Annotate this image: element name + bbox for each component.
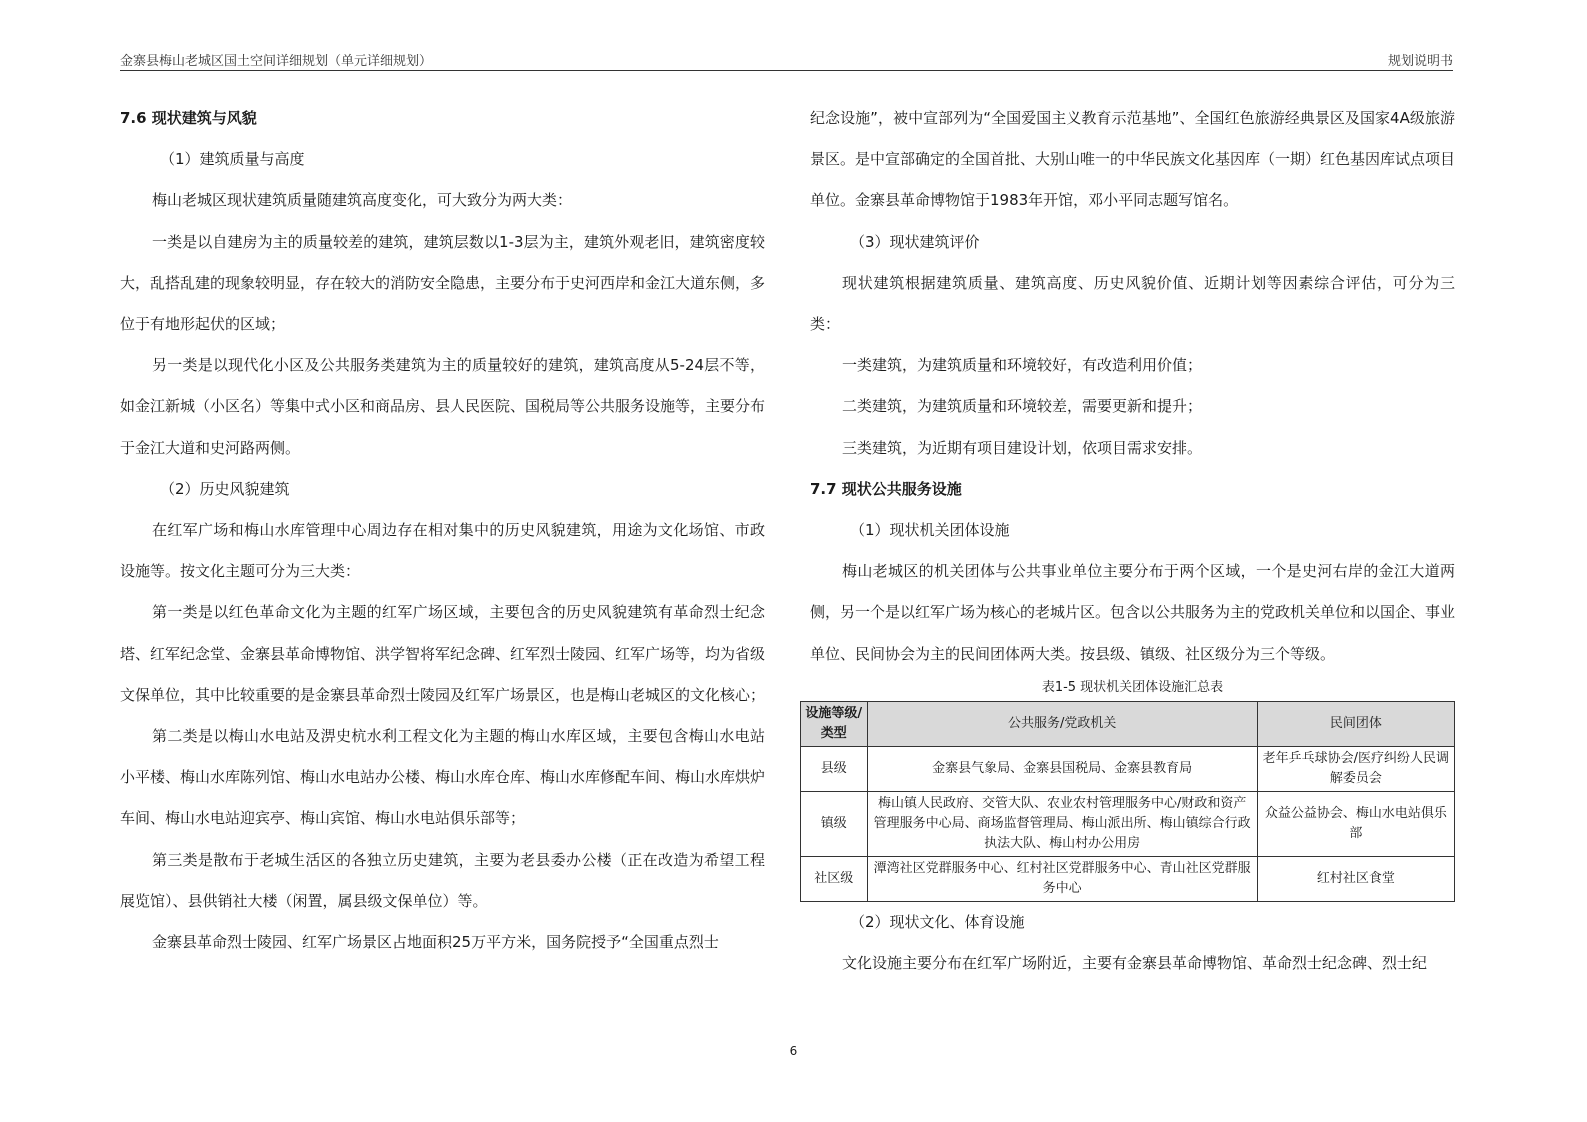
table-caption: 表1-5 现状机关团体设施汇总表 bbox=[1041, 679, 1224, 695]
table-cell-level: 镇级 bbox=[801, 791, 868, 856]
right-column bbox=[805, 98, 1456, 984]
paragraph: 在红军广场和梅山水库管理中心周边存在相对集中的历史风貌建筑，用途为文化场馆、市政设施等。按文化主题可分为三大类： bbox=[120, 521, 765, 581]
table-row bbox=[801, 791, 1455, 856]
paragraph: 第三类是散布于老城生活区的各独立历史建筑，主要为老县委办公楼（正在改造为希望工程展览馆）、县供销社大楼（闲置，属县级文保单位）等。 bbox=[120, 850, 765, 910]
table-cell-public: 潭湾社区党群服务中心、红村社区党群服务中心、青山社区党群服务中心 bbox=[867, 856, 1257, 901]
table-row bbox=[801, 856, 1455, 901]
section-heading: 7.7 现状公共服务设施 bbox=[810, 479, 962, 498]
left-column bbox=[120, 98, 765, 963]
subsection-heading: （2）历史风貌建筑 bbox=[160, 479, 290, 498]
document-type: 规划说明书 bbox=[1387, 54, 1453, 69]
table-row bbox=[801, 746, 1455, 791]
table-cell-civil: 红村社区食堂 bbox=[1257, 856, 1454, 901]
paragraph: 金寨县革命烈士陵园、红军广场景区占地面积25万平方米，国务院授予“全国重点烈士 bbox=[152, 933, 719, 952]
table-cell-public: 梅山镇人民政府、交管大队、农业农村管理服务中心/财政和资产管理服务中心局、商场监督管理局、梅山派出所、梅山镇综合行政执法大队、梅山村办公用房 bbox=[867, 791, 1257, 856]
paragraph: 第一类是以红色革命文化为主题的红军广场区域，主要包含的历史风貌建筑有革命烈士纪念塔、红军纪念堂、金寨县革命博物馆、洪学智将军纪念碑、红军烈士陵园、红军广场等，均为省级文保单位，其中比较重要的是金寨县革命烈士陵园及红军广场景区，也是梅山老城区的文化核心； bbox=[120, 603, 766, 704]
page-number: 6 bbox=[789, 1044, 798, 1058]
table-header-row bbox=[801, 701, 1455, 746]
facilities-table bbox=[800, 701, 1455, 902]
table-cell-level: 县级 bbox=[801, 746, 868, 791]
paragraph: 一类是以自建房为主的质量较差的建筑，建筑层数以1-3层为主，建筑外观老旧，建筑密度较大，乱搭乱建的现象较明显，存在较大的消防安全隐患，主要分布于史河西岸和金江大道东侧，多位于有地形起伏的区域； bbox=[120, 232, 766, 334]
paragraph: 文化设施主要分布在红军广场附近，主要有金寨县革命博物馆、革命烈士纪念碑、烈士纪 bbox=[842, 954, 1428, 973]
table-cell-public: 金寨县气象局、金寨县国税局、金寨县教育局 bbox=[867, 746, 1257, 791]
paragraph: 第二类是以梅山水电站及淠史杭水利工程文化为主题的梅山水库区域，主要包含梅山水电站小平楼、梅山水库陈列馆、梅山水电站办公楼、梅山水库仓库、梅山水库修配车间、梅山水库烘炉车间、梅山水电站迎宾亭、梅山宾馆、梅山水电站俱乐部等； bbox=[120, 727, 766, 828]
paragraph: 一类建筑，为建筑质量和环境较好，有改造利用价值； bbox=[842, 356, 1203, 375]
document-title: 金寨县梅山老城区国土空间详细规划（单元详细规划） bbox=[120, 54, 433, 69]
column-header: 公共服务/党政机关 bbox=[867, 701, 1257, 746]
paragraph: 梅山老城区现状建筑质量随建筑高度变化，可大致分为两大类： bbox=[152, 191, 573, 210]
subsection-heading: （2）现状文化、体育设施 bbox=[850, 912, 1025, 931]
table-cell-civil: 老年乒乓球协会/医疗纠纷人民调解委员会 bbox=[1257, 746, 1454, 791]
paragraph: 另一类是以现代化小区及公共服务类建筑为主的质量较好的建筑，建筑高度从5-24层不等，如金江新城（小区名）等集中式小区和商品房、县人民医院、国税局等公共服务设施等，主要分布于金江大道和史河路两侧。 bbox=[120, 356, 766, 457]
paragraph: 梅山老城区的机关团体与公共事业单位主要分布于两个区域，一个是史河右岸的金江大道两侧，另一个是以红军广场为核心的老城片区。包含以公共服务为主的党政机关单位和以国企、事业单位、民间协会为主的民间团体两大类。按县级、镇级、社区级分为三个等级。 bbox=[810, 562, 1456, 663]
column-header: 民间团体 bbox=[1257, 701, 1454, 746]
paragraph: 现状建筑根据建筑质量、建筑高度、历史风貌价值、近期计划等因素综合评估，可分为三类： bbox=[810, 273, 1455, 334]
subsection-heading: （1）建筑质量与高度 bbox=[160, 150, 305, 169]
table-cell-level: 社区级 bbox=[801, 856, 868, 901]
page-header bbox=[120, 50, 1453, 71]
section-heading: 7.6 现状建筑与风貌 bbox=[120, 109, 257, 127]
subsection-heading: （3）现状建筑评价 bbox=[850, 232, 980, 251]
paragraph: 三类建筑，为近期有项目建设计划，依项目需求安排。 bbox=[842, 438, 1203, 457]
subsection-heading: （1）现状机关团体设施 bbox=[850, 521, 1010, 540]
paragraph: 纪念设施”，被中宣部列为“全国爱国主义教育示范基地”、全国红色旅游经典景区及国家4A级旅游景区。是中宣部确定的全国首批、大别山唯一的中华民族文化基因库（一期）红色基因库试点项目单位。金寨县革命博物馆于1983年开馆，邓小平同志题写馆名。 bbox=[810, 109, 1456, 210]
paragraph: 二类建筑，为建筑质量和环境较差，需要更新和提升； bbox=[842, 397, 1203, 416]
column-header: 设施等级/类型 bbox=[801, 701, 868, 746]
table-cell-civil: 众益公益协会、梅山水电站俱乐部 bbox=[1257, 791, 1454, 856]
